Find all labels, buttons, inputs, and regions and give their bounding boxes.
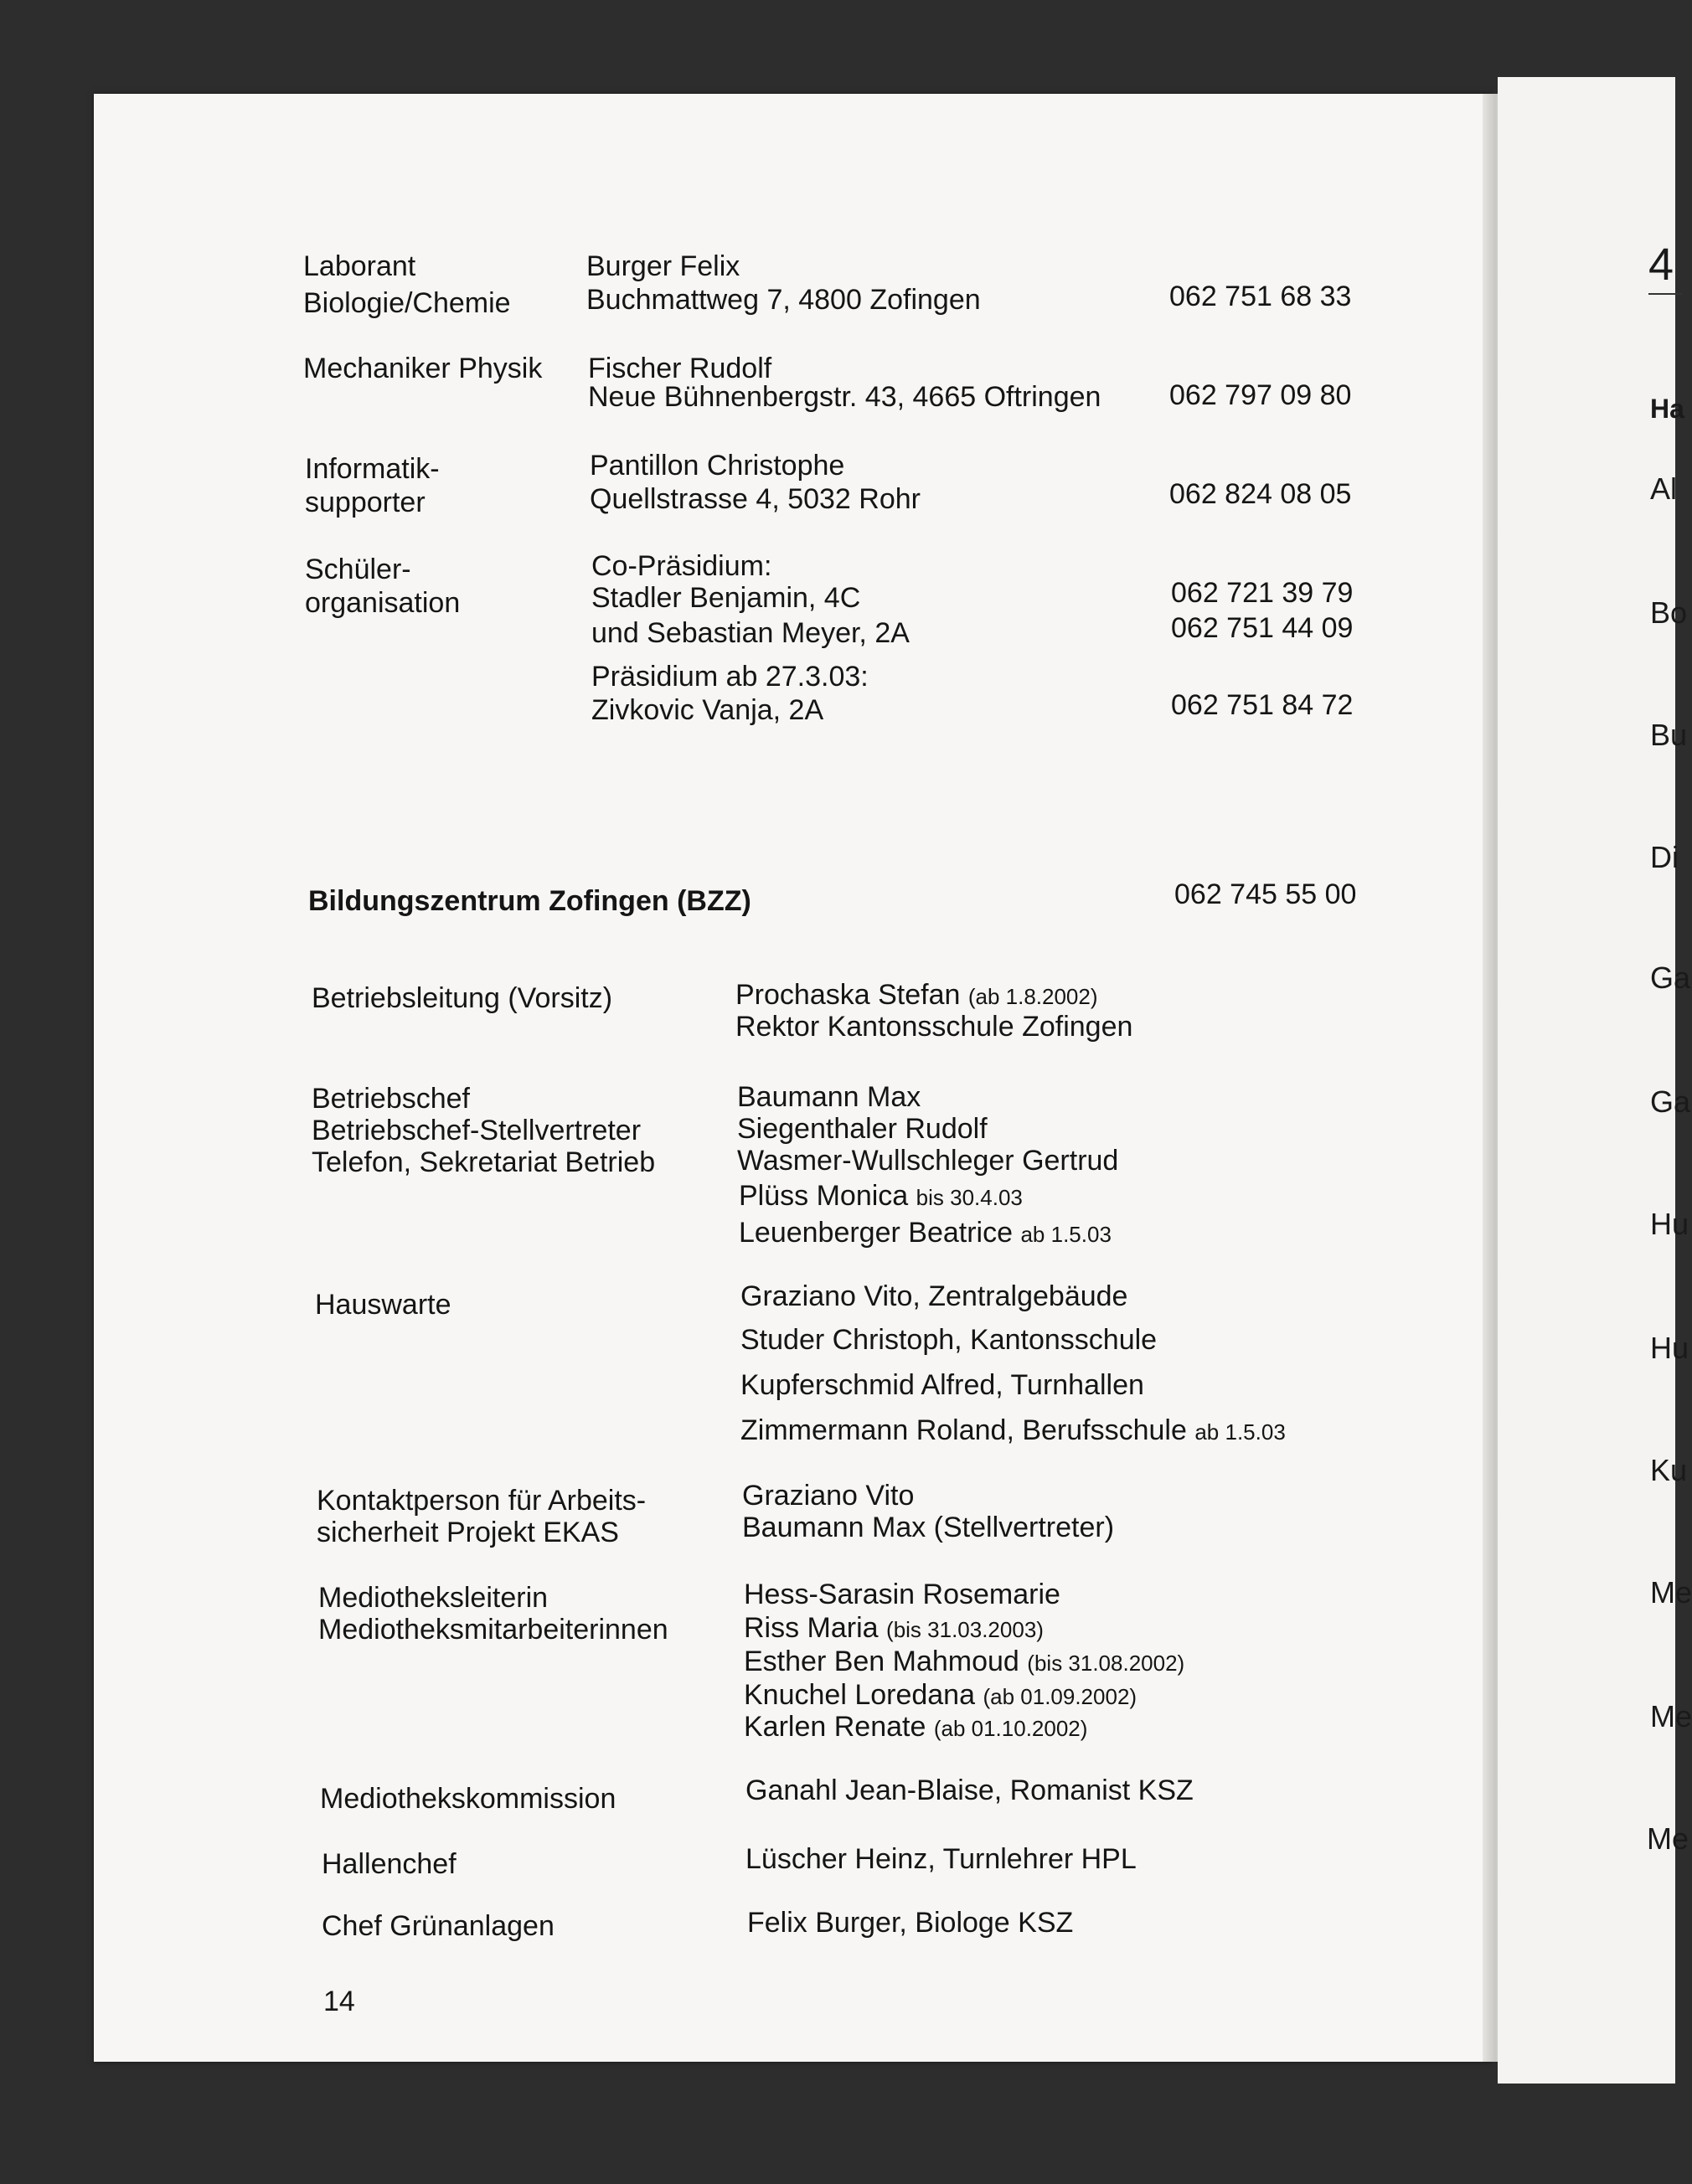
phone-zivkovic: 062 751 84 72 xyxy=(1171,689,1354,721)
mediothek-name-2 xyxy=(744,1611,1044,1646)
right-page xyxy=(1498,77,1678,2084)
right-page-item: Ga xyxy=(1650,1084,1691,1119)
ekas-name-2: Baumann Max (Stellvertreter) xyxy=(742,1512,1115,1543)
role-ekas: Kontaktperson für Arbeits- xyxy=(317,1485,647,1517)
mediothek-name-3 xyxy=(744,1645,1184,1680)
right-page-item: Hu xyxy=(1650,1207,1689,1241)
phone-bzz: 062 745 55 00 xyxy=(1174,878,1357,910)
right-page-item: Al xyxy=(1650,471,1678,506)
role-ekas-2: sicherheit Projekt EKAS xyxy=(317,1517,619,1548)
role-mediotheksleiterin: Mediotheksleiterin xyxy=(318,1582,549,1614)
role-informatik: Informatik- xyxy=(305,453,440,485)
mediothek-name-3-text: Esther Ben Mahmoud xyxy=(744,1646,1019,1677)
note-leuenberger: ab 1.5.03 xyxy=(1020,1222,1112,1247)
address-fischer: Neue Bühnenbergstr. 43, 4665 Oftringen xyxy=(588,381,1101,413)
name-wasmer: Wasmer-Wullschleger Gertrud xyxy=(737,1145,1119,1177)
phone-fischer: 062 797 09 80 xyxy=(1169,379,1352,411)
name-burger: Burger Felix xyxy=(586,250,740,282)
note-karlen: (ab 01.10.2002) xyxy=(933,1716,1088,1741)
mediothek-name-1: Hess-Sarasin Rosemarie xyxy=(744,1579,1060,1610)
mediothek-name-5-text: Karlen Renate xyxy=(744,1711,926,1743)
right-page-item: Hu xyxy=(1650,1331,1689,1365)
mediothek-name-2-text: Riss Maria xyxy=(744,1612,879,1644)
address-pantillon: Quellstrasse 4, 5032 Rohr xyxy=(590,483,921,515)
role-sekretariat: Telefon, Sekretariat Betrieb xyxy=(312,1146,656,1178)
right-page-item: Bo xyxy=(1650,595,1688,630)
right-page-item: Bu xyxy=(1650,718,1688,752)
hauswart-1: Graziano Vito, Zentralgebäude xyxy=(740,1280,1128,1312)
phone-burger: 062 751 68 33 xyxy=(1169,281,1352,312)
ekas-name-1: Graziano Vito xyxy=(742,1480,915,1512)
role-betriebschef: Betriebschef xyxy=(312,1083,470,1115)
schueler-line2: Stadler Benjamin, 4C xyxy=(591,582,861,614)
mediothek-name-5 xyxy=(744,1710,1087,1745)
role-schueler-2: organisation xyxy=(305,587,461,619)
name-ganahl: Ganahl Jean-Blaise, Romanist KSZ xyxy=(745,1774,1194,1806)
name-siegenthaler: Siegenthaler Rudolf xyxy=(737,1113,988,1145)
right-page-item: Me xyxy=(1650,1699,1692,1733)
hauswart-4-text: Zimmermann Roland, Berufsschule xyxy=(740,1414,1187,1446)
hauswart-3: Kupferschmid Alfred, Turnhallen xyxy=(740,1369,1144,1401)
right-page-item: Me xyxy=(1647,1821,1689,1856)
name-leuenberger xyxy=(739,1216,1112,1251)
name-pluess-text: Plüss Monica xyxy=(739,1180,909,1212)
note-knuchel: (ab 01.09.2002) xyxy=(983,1684,1137,1709)
right-page-item: Me xyxy=(1650,1575,1692,1610)
page-number: 14 xyxy=(323,1986,355,2017)
name-fischer: Fischer Rudolf xyxy=(588,353,772,384)
phone-stadler: 062 721 39 79 xyxy=(1171,577,1354,609)
note-ben-mahmoud: (bis 31.08.2002) xyxy=(1027,1651,1185,1676)
schueler-line5: Zivkovic Vanja, 2A xyxy=(591,694,824,726)
right-page-item: Ga xyxy=(1650,961,1691,995)
name-leuenberger-text: Leuenberger Beatrice xyxy=(739,1217,1014,1249)
name-pluess xyxy=(739,1179,1023,1214)
mediothek-name-4 xyxy=(744,1678,1137,1713)
role-mechaniker: Mechaniker Physik xyxy=(303,353,543,384)
section-title-bzz: Bildungszentrum Zofingen (BZZ) xyxy=(308,885,751,917)
role-laborant: Laborant xyxy=(303,250,416,282)
note-zimmermann: ab 1.5.03 xyxy=(1194,1419,1286,1445)
role-laborant-2: Biologie/Chemie xyxy=(303,287,511,319)
phone-meyer: 062 751 44 09 xyxy=(1171,612,1354,644)
role-hauswarte: Hauswarte xyxy=(315,1289,451,1321)
right-page-heading: 4 xyxy=(1648,240,1674,290)
right-page-rule xyxy=(1648,293,1682,295)
role-schueler: Schüler- xyxy=(305,554,411,585)
prochaska-line2: Rektor Kantonsschule Zofingen xyxy=(735,1011,1133,1043)
role-betriebschef-stv: Betriebschef-Stellvertreter xyxy=(312,1115,642,1146)
role-mediotheksmitarbeiterinnen: Mediotheksmitarbeiterinnen xyxy=(318,1614,668,1646)
schueler-line3: und Sebastian Meyer, 2A xyxy=(591,617,910,649)
right-page-item: Ku xyxy=(1650,1453,1688,1487)
name-pantillon: Pantillon Christophe xyxy=(590,450,845,482)
role-gruenanlagen: Chef Grünanlagen xyxy=(322,1910,555,1942)
mediothek-name-4-text: Knuchel Loredana xyxy=(744,1679,976,1711)
role-hallenchef: Hallenchef xyxy=(322,1848,457,1880)
name-prochaska-text: Prochaska Stefan xyxy=(735,979,961,1011)
note-pluess: bis 30.4.03 xyxy=(916,1185,1023,1210)
schueler-line4: Präsidium ab 27.3.03: xyxy=(591,661,869,693)
note-prochaska: (ab 1.8.2002) xyxy=(967,984,1098,1009)
name-luescher: Lüscher Heinz, Turnlehrer HPL xyxy=(745,1843,1137,1875)
name-prochaska xyxy=(735,978,1098,1013)
right-page-item: Ha xyxy=(1650,394,1684,424)
role-betriebsleitung: Betriebsleitung (Vorsitz) xyxy=(312,982,613,1014)
address-burger: Buchmattweg 7, 4800 Zofingen xyxy=(586,284,981,316)
note-riss: (bis 31.03.2003) xyxy=(886,1617,1044,1642)
role-mediothekskommission: Mediothekskommission xyxy=(320,1783,616,1815)
hauswart-2: Studer Christoph, Kantonsschule xyxy=(740,1324,1158,1356)
name-baumann: Baumann Max xyxy=(737,1081,921,1113)
role-informatik-2: supporter xyxy=(305,487,426,518)
schueler-line1: Co-Präsidium: xyxy=(591,550,772,582)
hauswart-4 xyxy=(740,1414,1286,1449)
right-page-item: Di xyxy=(1650,840,1679,874)
phone-pantillon: 062 824 08 05 xyxy=(1169,478,1352,510)
name-felix-burger: Felix Burger, Biologe KSZ xyxy=(747,1907,1074,1939)
